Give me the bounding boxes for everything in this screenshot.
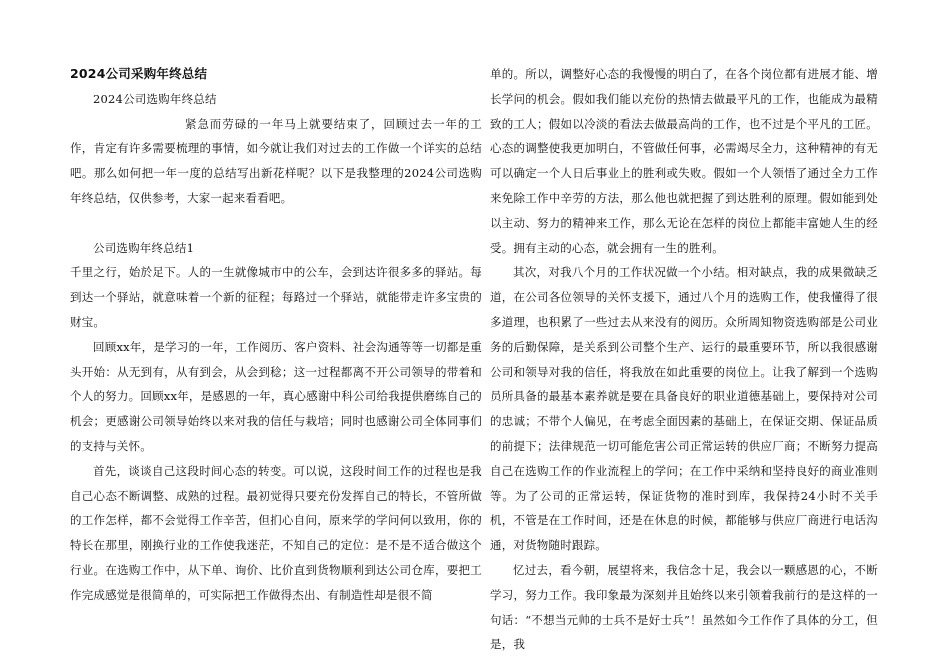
left-column [70,62,482,608]
body-paragraph: 首先，谈谈自己这段时间心态的转变。可以说，这段时间工作的过程也是我自己心态不断调整、成熟的过程。最初觉得只要充份发挥自己的特长，不管所做的工作怎样，都不会觉得工作辛苦，但扪心自问，原来学的学问何以致用，你的特长在那里，刚换行业的工作使我迷茫，不知自己的定位：是不是不适合做这个行业。在选购工作中，从下单、询价、比价直到货物顺利到达公司仓库，要把工作完成感觉是很简单的，可实际把工作做得杰出、有制造性却是很不简 [70,463,482,602]
body-paragraph: 单的。所以，调整好心态的我慢慢的明白了，在各个岗位都有进展才能、增长学问的机会。假如我们能以充份的热情去做最平凡的工作，也能成为最精致的工人；假如以冷淡的看法去做最高尚的工作，也不过是个平凡的工匠。心态的调整使我更加明白，不管做任何事，必需竭尽全力，这种精神的有无可以确定一个人日后事业上的胜利或失败。假如一个人领悟了通过全力工作来免除工作中辛劳的方法，那么他也就把握了到达胜利的原理。假如能到处以主动、努力的精神来工作，那么无论在怎样的岗位上都能丰富她人生的经受。拥有主动的心态，就会拥有一生的胜利。 [490,67,878,255]
right-column [490,62,878,657]
intro-paragraph: 紧急而劳碌的一年马上就要结束了，回顾过去一年的工作，肯定有许多需要梳理的事情，如今就让我们对过去的工作做一个详实的总结吧。那么如何把一年一度的总结写出新花样呢？以下是我整理的2024公司选购年终总结，仅供参考，大家一起来看看吧。 [70,116,482,205]
document-title: 2024公司采购年终总结 [70,66,208,81]
body-paragraph: 千里之行，始於足下。人的一生就像城市中的公车，会到达许很多多的驿站。每到达一个驿站，就意味着一个新的征程；每路过一个驿站，就能带走许多宝贵的财宝。 [70,265,482,329]
blank-line [70,211,482,236]
body-paragraph: 其次，对我八个月的工作状况做一个小结。相对缺点，我的成果微缺乏道，在公司各位领导的关怀支援下，通过八个月的选购工作，使我懂得了很多道理，也积累了一些过去从来没有的阅历。众所周知物资选购部是公司业务的后勤保障，是关系到公司整个生产、运行的最重要环节，所以我很感谢公司和领导对我的信任，将我放在如此重要的岗位上。让我了解到一个选购员所具备的最基本素养就是要在具备良好的职业道德基础上，要保持对公司的忠诚；不带个人偏见，在考虑全面因素的基础上，在保证交期、保证品质的前提下；法律规范一切可能危害公司正常运转的供应厂商；不断努力提高自己在选购工作的作业流程上的学问；在工作中采纳和坚持良好的商业准则等。为了公司的正常运转，保证货物的准时到库，我保持24小时不关手机，不管是在工作时间，还是在休息的时候，都能够与供应厂商进行电话沟通，对货物随时跟踪。 [490,265,878,553]
section-heading: 公司选购年终总结1 [93,240,195,255]
body-paragraph: 忆过去，看今朝，展望将来，我信念十足，我会以一颗感恩的心，不断学习，努力工作。我印象最为深刻并且始终以来引领着我前行的是这样的一句话：“不想当元帅的士兵不是好士兵”！虽然如今工作作了具体的分工，但是，我 [490,562,878,652]
body-paragraph: 回顾xx年，是学习的一年，工作阅历、客户资料、社会沟通等等一切都是重头开始：从无到有，从有到会，从会到稔；这一过程都离不开公司领导的带着和个人的努力。回顾xx年，是感恩的一年，真心感谢中科公司给我提供磨练自己的机会；更感谢公司领导始终以来对我的信任与栽培；同时也感谢公司全体同事们的支持与关怀。 [70,339,482,453]
document-subtitle: 2024公司选购年终总结 [93,91,217,106]
